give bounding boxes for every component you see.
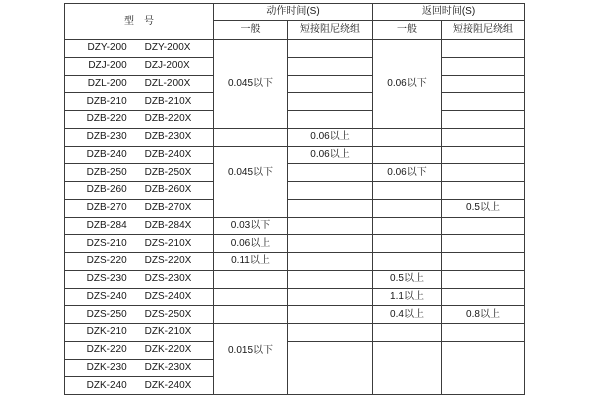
- table-row: [65, 253, 525, 271]
- cell-value: 0.5以上: [390, 273, 424, 285]
- model-base: DZJ-200: [88, 60, 127, 72]
- action-damped-cell: [288, 341, 373, 394]
- header-row-1: [65, 4, 525, 21]
- model-variant: DZS-240X: [144, 290, 192, 302]
- model-cell: [65, 199, 214, 217]
- model-cell: [65, 146, 214, 164]
- model-variant: DZB-284X: [144, 219, 192, 231]
- return-damped-cell: [442, 306, 525, 324]
- table-row: [65, 217, 525, 235]
- model-cell: [65, 217, 214, 235]
- action-damped-cell: [288, 75, 373, 93]
- model-cell: [65, 377, 214, 395]
- cell-value: 1.1以上: [390, 290, 424, 302]
- return-general-cell: [373, 288, 442, 306]
- return-damped-cell: [442, 93, 525, 111]
- return-damped-cell: [442, 40, 525, 58]
- model-base: DZB-210: [86, 95, 127, 107]
- cell-value: 0.045以下: [227, 77, 274, 89]
- table-row: [65, 128, 525, 146]
- action-damped-cell: [288, 128, 373, 146]
- cell-value: 0.06以下: [387, 77, 427, 89]
- return-damped-cell: [442, 128, 525, 146]
- table-header: [65, 4, 525, 40]
- table-row: [65, 75, 525, 93]
- header-return-time: 返回时间(S): [373, 4, 525, 21]
- cell-value: 0.015以下: [227, 345, 274, 356]
- cell-value: 0.045以下: [227, 166, 274, 178]
- return-general-cell: [373, 341, 442, 394]
- return-general-cell: [373, 253, 442, 271]
- return-damped-cell: [442, 288, 525, 306]
- action-damped-cell: [288, 306, 373, 324]
- return-general-cell: [373, 306, 442, 324]
- header-action-damped-winding: 短接阻尼绕组: [288, 21, 373, 40]
- model-base: DZY-200: [87, 42, 127, 54]
- model-base: DZK-220: [86, 344, 127, 356]
- model-cell: [65, 288, 214, 306]
- return-damped-cell: [442, 235, 525, 253]
- model-base: DZS-210: [86, 237, 127, 249]
- action-damped-cell: [288, 324, 373, 342]
- return-general-cell: [373, 217, 442, 235]
- table-row: [65, 146, 525, 164]
- model-variant: DZK-220X: [144, 344, 192, 356]
- model-cell: [65, 40, 214, 58]
- return-damped-cell: [442, 75, 525, 93]
- model-cell: [65, 57, 214, 75]
- model-variant: DZB-240X: [144, 148, 192, 160]
- model-variant: DZB-270X: [144, 202, 192, 214]
- model-variant: DZB-250X: [144, 166, 192, 178]
- model-cell: [65, 182, 214, 200]
- cell-value: 0.06以上: [230, 237, 271, 249]
- model-cell: [65, 341, 214, 359]
- action-general-cell: [214, 146, 288, 217]
- model-variant: DZB-230X: [144, 131, 192, 143]
- model-variant: DZS-230X: [144, 273, 192, 285]
- return-general-cell: [373, 128, 442, 146]
- model-cell: [65, 93, 214, 111]
- cell-value: 0.5以上: [466, 202, 500, 214]
- model-base: DZK-240: [86, 379, 127, 391]
- model-variant: DZL-200X: [144, 77, 191, 89]
- return-general-cell: [373, 164, 442, 182]
- table-row: [65, 111, 525, 129]
- return-general-cell: [373, 324, 442, 342]
- model-base: DZL-200: [87, 77, 127, 89]
- action-general-cell: [214, 288, 288, 306]
- cell-value: 0.03以下: [230, 219, 271, 231]
- model-variant: DZK-210X: [144, 326, 192, 338]
- model-variant: DZK-230X: [144, 361, 192, 373]
- action-damped-cell: [288, 235, 373, 253]
- action-general-cell: [214, 270, 288, 288]
- cell-value: 0.06以下: [387, 166, 427, 178]
- table-row: [65, 57, 525, 75]
- model-variant: DZS-220X: [144, 255, 192, 267]
- header-model: 型 号: [65, 4, 214, 40]
- action-damped-cell: [288, 93, 373, 111]
- return-general-cell: [373, 40, 442, 129]
- action-general-cell: [214, 128, 288, 146]
- model-base: DZS-230: [86, 273, 127, 285]
- return-general-cell: [373, 182, 442, 200]
- spec-table: [64, 3, 525, 395]
- return-damped-cell: [442, 270, 525, 288]
- table-row: [65, 288, 525, 306]
- return-general-cell: [373, 146, 442, 164]
- action-damped-cell: [288, 164, 373, 182]
- table-row: [65, 341, 525, 359]
- action-damped-cell: [288, 182, 373, 200]
- action-general-cell: [214, 306, 288, 324]
- return-general-cell: [373, 270, 442, 288]
- header-action-general: 一般: [214, 21, 288, 40]
- table-row: [65, 182, 525, 200]
- return-general-cell: [373, 199, 442, 217]
- model-base: DZS-250: [86, 308, 127, 320]
- action-damped-cell: [288, 57, 373, 75]
- action-general-cell: [214, 40, 288, 129]
- model-base: DZS-240: [86, 290, 127, 302]
- model-cell: [65, 164, 214, 182]
- model-variant: DZB-210X: [144, 95, 192, 107]
- model-base: DZB-284: [86, 219, 127, 231]
- model-cell: [65, 270, 214, 288]
- action-damped-cell: [288, 270, 373, 288]
- model-cell: [65, 359, 214, 377]
- table-row: [65, 306, 525, 324]
- cell-value: 0.11以上: [231, 255, 270, 267]
- return-damped-cell: [442, 146, 525, 164]
- model-cell: [65, 75, 214, 93]
- model-cell: [65, 306, 214, 324]
- action-damped-cell: [288, 146, 373, 164]
- model-base: DZK-210: [86, 326, 127, 338]
- table-row: [65, 235, 525, 253]
- model-variant: DZK-240X: [144, 379, 192, 391]
- model-variant: DZB-220X: [144, 113, 192, 125]
- return-damped-cell: [442, 341, 525, 394]
- action-damped-cell: [288, 199, 373, 217]
- model-base: DZB-250: [86, 166, 127, 178]
- action-general-cell: [214, 324, 288, 395]
- table-body: [65, 40, 525, 395]
- cell-value: 0.4以上: [390, 308, 424, 320]
- model-variant: DZB-260X: [144, 184, 192, 196]
- return-damped-cell: [442, 57, 525, 75]
- return-damped-cell: [442, 324, 525, 342]
- table-row: [65, 40, 525, 58]
- action-damped-cell: [288, 288, 373, 306]
- action-general-cell: [214, 253, 288, 271]
- model-base: DZK-230: [86, 361, 127, 373]
- cell-value: 0.06以上: [310, 131, 350, 143]
- model-base: DZB-230: [86, 131, 127, 143]
- model-cell: [65, 253, 214, 271]
- model-cell: [65, 324, 214, 342]
- model-variant: DZY-200X: [144, 42, 191, 54]
- model-base: DZS-220: [86, 255, 127, 267]
- return-damped-cell: [442, 253, 525, 271]
- return-damped-cell: [442, 164, 525, 182]
- header-return-damped-winding: 短接阻尼绕组: [442, 21, 525, 40]
- table-row: [65, 270, 525, 288]
- return-damped-cell: [442, 111, 525, 129]
- table-row: [65, 93, 525, 111]
- cell-value: 0.06以上: [310, 148, 350, 160]
- action-general-cell: [214, 235, 288, 253]
- model-cell: [65, 235, 214, 253]
- return-damped-cell: [442, 199, 525, 217]
- model-variant: DZS-210X: [144, 237, 192, 249]
- model-base: DZB-270: [86, 202, 127, 214]
- model-base: DZB-240: [86, 148, 127, 160]
- cell-value: 0.8以上: [466, 308, 500, 320]
- model-variant: DZS-250X: [144, 308, 192, 320]
- return-general-cell: [373, 235, 442, 253]
- model-cell: [65, 128, 214, 146]
- action-damped-cell: [288, 40, 373, 58]
- action-damped-cell: [288, 111, 373, 129]
- action-damped-cell: [288, 217, 373, 235]
- model-base: DZB-220: [86, 113, 127, 125]
- return-damped-cell: [442, 182, 525, 200]
- header-action-time: 动作时间(S): [214, 4, 373, 21]
- header-return-general: 一般: [373, 21, 442, 40]
- action-general-cell: [214, 217, 288, 235]
- model-base: DZB-260: [86, 184, 127, 196]
- return-damped-cell: [442, 217, 525, 235]
- model-cell: [65, 111, 214, 129]
- model-variant: DZJ-200X: [144, 60, 190, 72]
- table-row: [65, 164, 525, 182]
- table-row: [65, 324, 525, 342]
- action-damped-cell: [288, 253, 373, 271]
- table-row: [65, 199, 525, 217]
